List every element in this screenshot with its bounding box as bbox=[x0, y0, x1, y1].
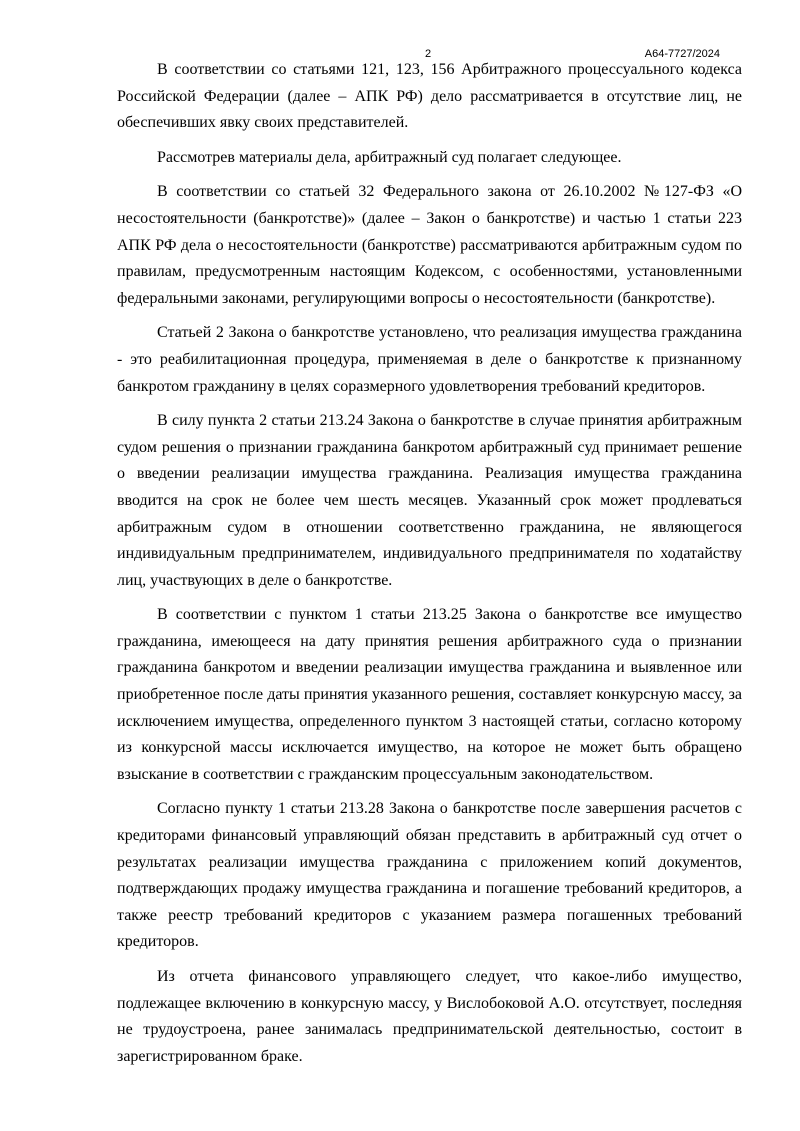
paragraph-court-considers: Рассмотрев материалы дела, арбитражный суд полагает следующее. bbox=[157, 148, 622, 166]
paragraph-article-32: В соответствии со статьей 32 Федерального закона от 26.10.2002 №127-ФЗ «О несостоятельности (банкротстве)» (далее – Закон о банкротстве) и частью 1 статьи 223 АПК РФ дела о несостоятельности (банкротстве) рассматриваются арбитражным судом по правилам, предусмотренным настоящим Кодексом, с особенностями, установленными федеральными законами, регулирующими вопросы о несостоятельности (банкротстве). bbox=[117, 183, 742, 307]
document-body bbox=[117, 57, 742, 1078]
paragraph-article-213-25: В соответствии с пунктом 1 статьи 213.25 Закона о банкротстве все имущество гражданина, имеющееся на дату принятия решения арбитражного суда о признании гражданина банкротом и введении реализации имущества гражданина и выявленное или приобретенное после даты принятия указанного решения, составляет конкурсную массу, за исключением имущества, определенного пунктом 3 настоящей статьи, согласно которому из конкурсной массы исключается имущество, на которое не может быть обращено взыскание в соответствии с гражданским процессуальным законодательством. bbox=[117, 606, 742, 783]
paragraph-article-213-28: Согласно пункту 1 статьи 213.28 Закона о банкротстве после завершения расчетов с кредиторами финансовый управляющий обязан представить в арбитражный суд отчет о результатах реализации имущества гражданина с приложением копий документов, подтверждающих продажу имущества гражданина и погашение требований кредиторов, а также реестр требований кредиторов с указанием размера погашенных требований кредиторов. bbox=[117, 800, 742, 951]
case-number: А64-7727/2024 bbox=[644, 48, 720, 60]
paragraph-article-213-24: В силу пункта 2 статьи 213.24 Закона о банкротстве в случае принятия арбитражным судом решения о признании гражданина банкротом арбитражный суд принимает решение о введении реализации имущества гражданина. Реализация имущества гражданина вводится на срок не более чем шесть месяцев. Указанный срок может продлеваться арбитражным судом в отношении соответственно гражданина, не являющегося индивидуальным предпринимателем, индивидуального предпринимателя по ходатайству лиц, участвующих в деле о банкротстве. bbox=[117, 412, 742, 589]
paragraph-manager-report: Из отчета финансового управляющего следует, что какое-либо имущество, подлежащее включению в конкурсную массу, у Вислобоковой А.О. отсутствует, последняя не трудоустроена, ранее занималась предпринимательской деятельностью, состоит в зарегистрированном браке. bbox=[117, 968, 742, 1065]
paragraph-procedure: В соответствии со статьями 121, 123, 156 Арбитражного процессуального кодекса Российской Федерации (далее – АПК РФ) дело рассматривается в отсутствие лиц, не обеспечивших явку своих представителей. bbox=[117, 61, 742, 132]
page-number: 2 bbox=[424, 48, 432, 60]
paragraph-article-2: Статьей 2 Закона о банкротстве установлено, что реализация имущества гражданина - это реабилитационная процедура, применяемая в деле о банкротстве к признанному банкротом гражданину в целях соразмерного удовлетворения требований кредиторов. bbox=[117, 324, 742, 395]
